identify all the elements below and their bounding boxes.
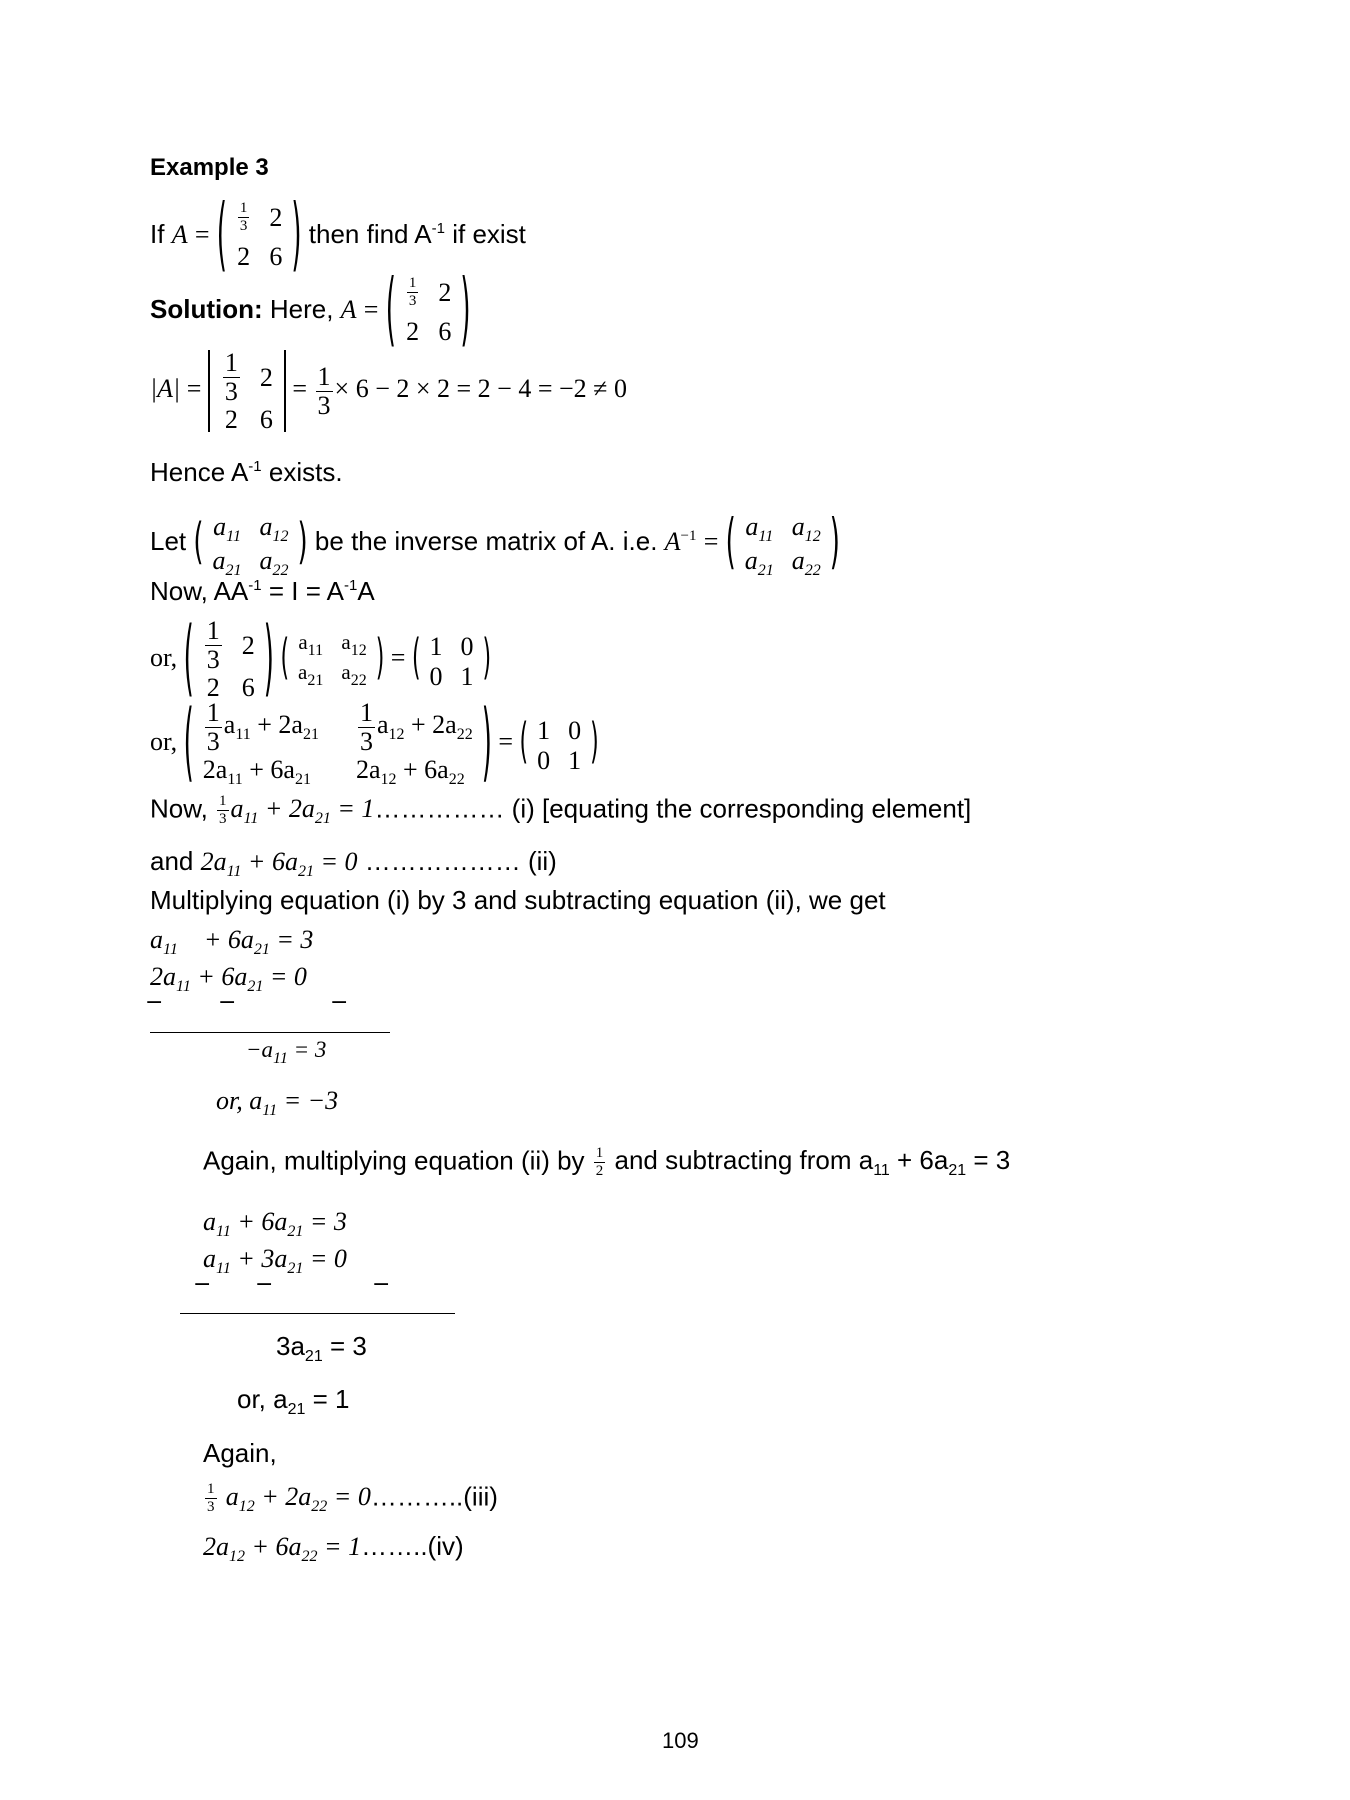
equals-sign: =: [363, 294, 379, 324]
equals-sign: =: [390, 642, 406, 672]
now-text: Now, AA: [150, 576, 249, 606]
inverse-matrix: ( $a_{11}$ $a_{12}$ $a_{21}$ $a_{22}$ ): [725, 508, 840, 580]
equals-sign: =: [703, 526, 719, 556]
frac-num: 1: [207, 1481, 215, 1497]
sub1-row1: [150, 927, 313, 958]
equation-ii: [150, 848, 557, 880]
equation-label: …………… (i) [equating the corresponding element]: [374, 793, 972, 824]
matrix-A: ( $\frac{1}{3}$ 2 2 6 ): [183, 612, 274, 708]
expanded-product-line: [150, 694, 599, 794]
matrix-A: ( $\frac{1}{3}$ 2 2 6 ): [216, 189, 302, 283]
frac-den: 3: [317, 390, 331, 420]
det-calculation: × 6 − 2 × 2 = 2 − 4 = −2 ≠ 0: [334, 373, 627, 403]
or-label: or,: [150, 726, 178, 756]
now-text: A: [357, 576, 375, 606]
equation-expression: $2a_{11} + 6a_{21} = 0$: [200, 847, 358, 880]
subtraction-rule: [150, 1032, 390, 1033]
and-text: and: [150, 846, 201, 876]
hence-end: exists.: [261, 457, 343, 487]
again-text: Again, multiplying equation (ii) by: [203, 1145, 592, 1176]
equation-label: ……………… (ii): [357, 846, 557, 876]
frac-num: 1: [595, 1145, 604, 1161]
minus-sign: −: [372, 1272, 391, 1297]
term: + $6a_{21}$: [203, 925, 270, 958]
equals-sign: =: [186, 373, 202, 403]
term: = 0: [269, 962, 307, 991]
frac-num: 1: [317, 361, 331, 391]
det-matrix: $\frac{1}{3}$ 2 2 6: [208, 350, 286, 432]
matrix-A-solution: ( $\frac{1}{3}$ 2 2 6 ): [385, 264, 471, 358]
sub1-result: $-a_{11} = 3$: [246, 1037, 327, 1067]
term: $a_{11}$: [150, 925, 178, 958]
inverse-matrix-elements: ( $a_{11}$ $a_{12}$ $a_{21}$ $a_{22}$ ): [193, 512, 308, 580]
again-heading: Again,: [203, 1438, 277, 1468]
solution-line: [150, 264, 471, 358]
minus-sign: −: [145, 990, 164, 1015]
minus-sign: −: [330, 990, 349, 1015]
solution-label: Solution:: [150, 293, 263, 324]
solution-here: Here,: [262, 293, 341, 324]
matrix-symbol: A: [171, 219, 188, 249]
superscript: -1: [248, 458, 262, 475]
example-title: Example 3: [150, 154, 269, 181]
inverse-symbol: A: [664, 526, 681, 556]
determinant-line: [150, 350, 627, 432]
equation-expression: $a_{12} + 2a_{22} = 0$: [225, 1482, 371, 1516]
matrix-product-line: [150, 612, 492, 708]
sub2-row2: $a_{11} + 3a_{21} = 0$: [203, 1244, 347, 1277]
superscript: −1: [680, 527, 697, 544]
sub2-conclusion: or, $a_{21} = 1$: [237, 1384, 350, 1418]
let-line: [150, 508, 840, 580]
equation-expression: $2a_{12} + 6a_{22} = 1$: [203, 1532, 362, 1565]
equation-iii: [203, 1482, 498, 1515]
equals-sign: =: [292, 373, 308, 403]
or-label: or,: [150, 642, 178, 672]
term: = 3: [276, 925, 314, 954]
frac-den: 2: [595, 1163, 604, 1179]
page-number: 109: [662, 1728, 699, 1753]
identity-matrix: ( 1 0 0 1 ): [519, 715, 599, 775]
minus-sign: −: [193, 1272, 212, 1297]
let-word: Let: [150, 525, 194, 556]
again-tail: and subtracting from $a_{11} + 6a_{21} = 3$: [607, 1145, 1011, 1180]
superscript: -1: [431, 219, 445, 237]
let-text: be the inverse matrix of A. i.e.: [314, 525, 665, 556]
frac-den: 3: [219, 811, 227, 827]
subtraction-rule: [180, 1313, 455, 1314]
term: $2a_{11}$: [150, 962, 191, 995]
matrix-inverse-elements: ( $a_{11}$ $a_{12}$ $a_{21}$ $a_{22}$ ): [280, 630, 385, 690]
matrix-symbol: A: [340, 294, 357, 324]
frac-den: 3: [207, 1499, 215, 1515]
det-lhs: |A|: [150, 373, 181, 403]
equation-i: [150, 794, 971, 827]
equation-label: ……..(iv): [361, 1531, 464, 1561]
again-instruction: [203, 1146, 1010, 1179]
multiplying-instruction: Multiplying equation (i) by 3 and subtracting equation (ii), we get: [150, 885, 886, 915]
superscript: -1: [344, 577, 358, 594]
equation-iv: [203, 1533, 464, 1565]
sub1-conclusion: or, $a_{11} = -3$: [216, 1086, 339, 1119]
hence-text: Hence A: [150, 457, 249, 487]
term: + $6a_{21}$: [197, 962, 264, 995]
now-text: = I = A: [261, 576, 345, 606]
sub2-row1: $a_{11} + 6a_{21} = 3$: [203, 1207, 347, 1240]
equation-expression: $a_{11} + 2a_{21} = 1$: [230, 794, 375, 828]
superscript: -1: [248, 577, 262, 594]
identity-matrix: ( 1 0 0 1 ): [411, 631, 492, 691]
equals-sign: =: [194, 219, 210, 249]
equals-sign: =: [498, 726, 514, 756]
minus-sign: −: [218, 990, 237, 1015]
problem-text-end: if exist: [445, 218, 526, 249]
frac-num: 1: [219, 793, 227, 809]
problem-text: then find A: [308, 218, 432, 249]
sub2-result: $3a_{21} = 3$: [276, 1331, 367, 1365]
if-word: If: [150, 218, 165, 249]
now-text: Now,: [150, 793, 216, 824]
hence-line: [150, 459, 343, 485]
equation-label: ………..(iii): [370, 1481, 498, 1512]
minus-sign: −: [255, 1272, 274, 1297]
product-matrix: ( $\frac{1}{3}$ $a_{11} + 2a_{21}$ $\frac{1}{3}$ $a_{12} + 2a_{22}$ $2a_{11} + 6a_{21}$ $2a_{12} + 6a_{22}$ ): [183, 694, 492, 794]
